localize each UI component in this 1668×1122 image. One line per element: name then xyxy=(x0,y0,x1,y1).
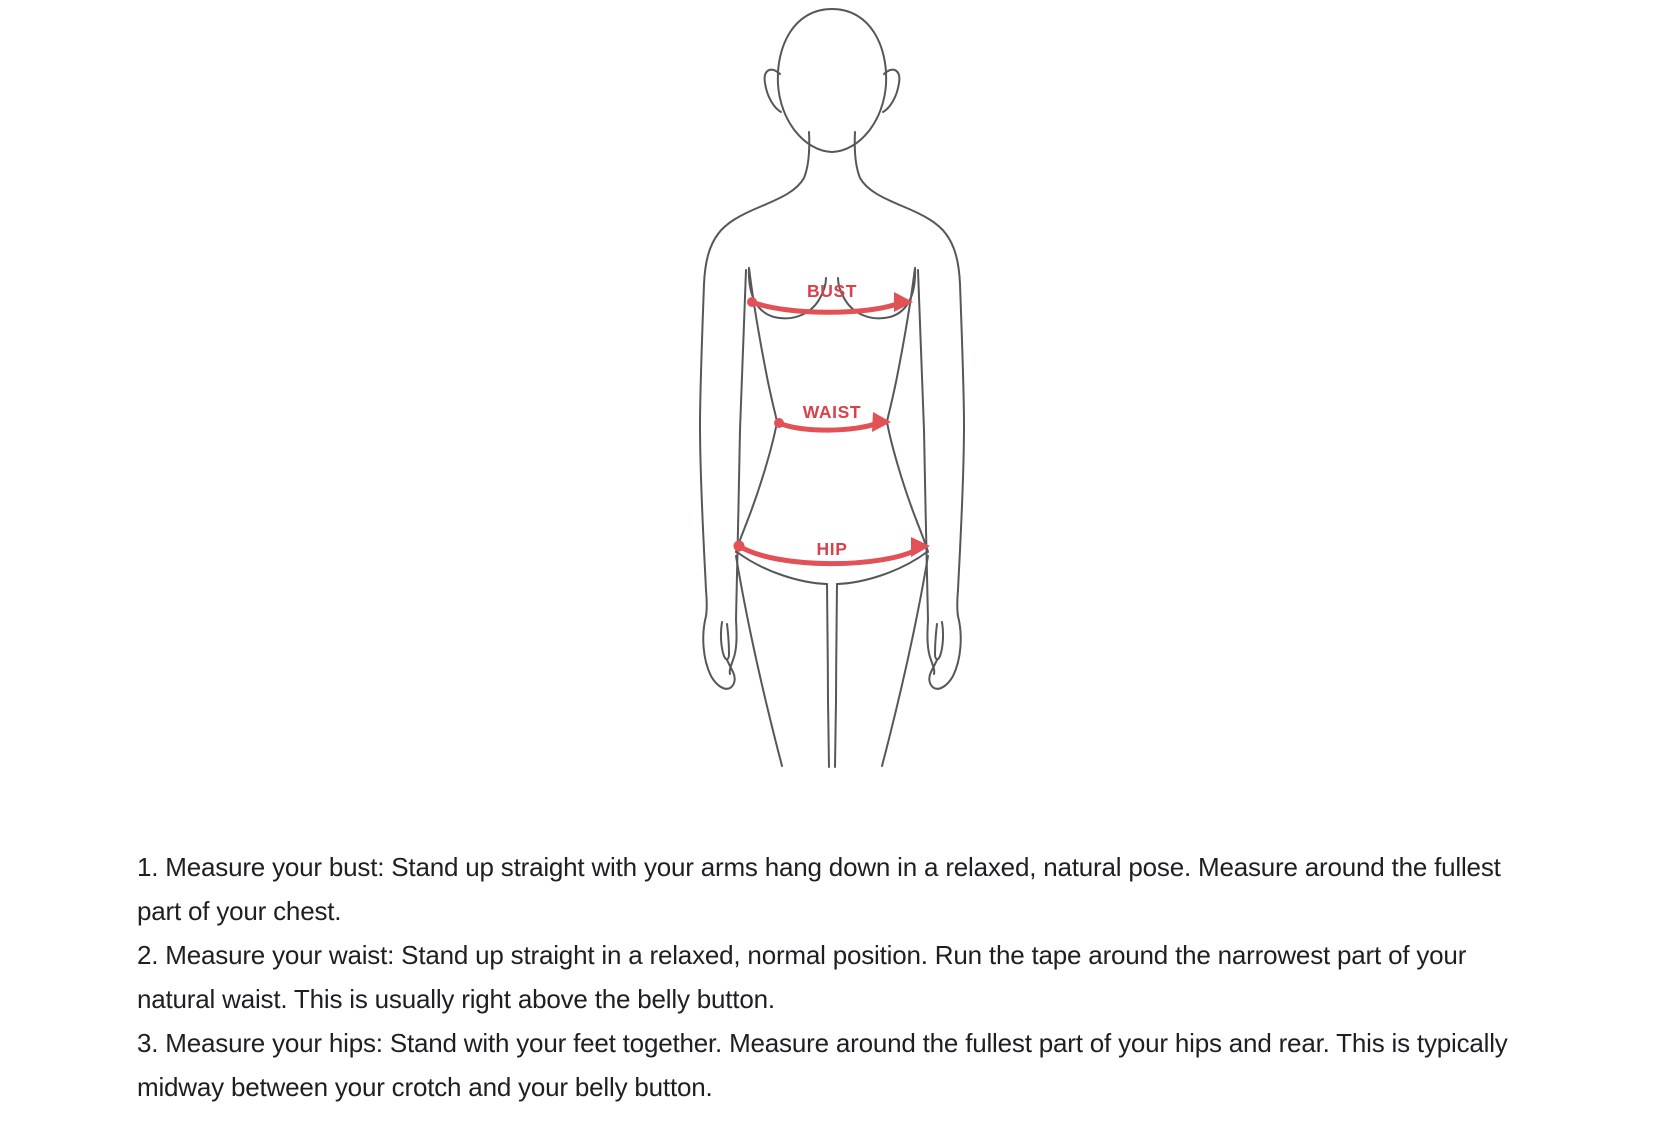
left-inner-leg xyxy=(827,584,829,767)
figure-svg xyxy=(650,0,1020,780)
body-outline xyxy=(700,9,964,767)
bust-measure-arc xyxy=(752,302,899,312)
right-hand-inner xyxy=(927,620,934,674)
hip-measure-dot xyxy=(734,541,745,552)
instruction-line-2: part of your chest. xyxy=(137,896,342,926)
instruction-line-6: midway between your crotch and your belly button. xyxy=(137,1072,713,1102)
right-outer-leg xyxy=(882,556,928,766)
left-thumb xyxy=(721,622,729,659)
waist-measure-dot xyxy=(774,418,784,428)
right-thumb xyxy=(935,622,943,659)
instruction-line-5: 3. Measure your hips: Stand with your feet together. Measure around the fullest part of your hips and rear. This is typically xyxy=(137,1028,1508,1058)
left-outer-leg xyxy=(736,556,782,766)
right-hip-bikini-line xyxy=(837,552,927,584)
waist-measure-arc xyxy=(779,423,878,430)
measurement-instructions xyxy=(137,845,1637,1109)
left-torso-side xyxy=(736,268,777,552)
head-outline xyxy=(778,9,886,152)
waist-label: WAIST xyxy=(802,402,862,422)
bust-measure-dot xyxy=(747,297,757,307)
left-neck-shoulder-arm xyxy=(700,132,809,616)
right-inner-leg xyxy=(835,584,837,767)
body-measurement-diagram xyxy=(650,0,1020,780)
measurement-annotations xyxy=(734,281,931,564)
instruction-line-1: 1. Measure your bust: Stand up straight with your arms hang down in a relaxed, natural pose. Measure around the fullest xyxy=(137,852,1501,882)
right-neck-shoulder-arm xyxy=(855,132,964,616)
left-hip-bikini-line xyxy=(737,552,827,584)
instruction-line-3: 2. Measure your waist: Stand up straight in a relaxed, normal position. Run the tape around the narrowest part of your xyxy=(137,940,1467,970)
right-torso-side xyxy=(887,268,928,552)
hip-label: HIP xyxy=(816,539,848,559)
left-hand-inner xyxy=(730,620,737,674)
instruction-line-4: natural waist. This is usually right above the belly button. xyxy=(137,984,775,1014)
bust-label: BUST xyxy=(806,281,858,301)
